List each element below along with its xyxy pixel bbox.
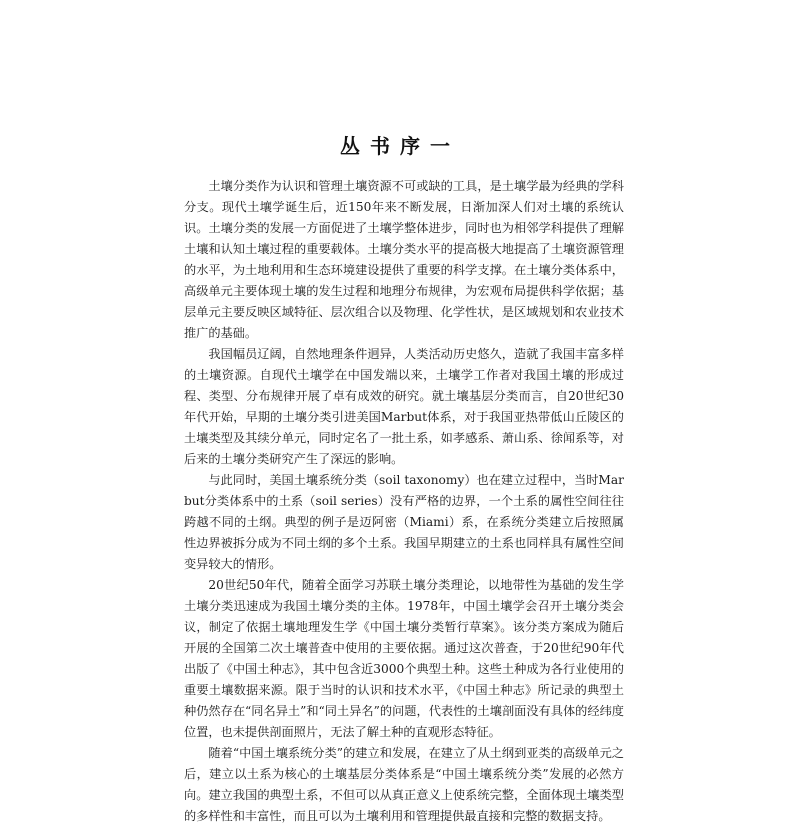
body-text — [184, 176, 624, 827]
paragraph: 与此同时，美国土壤系统分类（soil taxonomy）也在建立过程中，当时Marbut分类体系中的土系（soil series）没有严格的边界，一个土系的属性空间往往跨越不同的土纲。典型的例子是迈阿密（Miami）系，在系统分类建立后按照属性边界被拆分成为不同土纲的多个土系。我国早期建立的土系也同样具有属性空间变异较大的情形。 — [184, 473, 624, 571]
paragraph: 我国幅员辽阔，自然地理条件迥异，人类活动历史悠久，造就了我国丰富多样的土壤资源。自现代土壤学在中国发端以来，土壤学工作者对我国土壤的形成过程、类型、分布规律开展了卓有成效的研究。就土壤基层分类而言，自20世纪30年代开始，早期的土壤分类引进美国Marbut体系，对于我国亚热带低山丘陵区的土壤类型及其续分单元，同时定名了一批土系，如孝感系、萧山系、徐闻系等，对后来的土壤分类研究产生了深远的影响。 — [184, 347, 624, 466]
paragraph: 随着“中国土壤系统分类”的建立和发展，在建立了从土纲到亚类的高级单元之后，建立以土系为核心的土壤基层分类体系是“中国土壤系统分类”发展的必然方向。建立我国的典型土系，不但可以从真正意义上使系统完整，全面体现土壤类型的多样性和丰富性，而且可以为土壤利用和管理提供最直接和完整的数据支持。 — [184, 746, 624, 823]
paragraph: 20世纪50年代，随着全面学习苏联土壤分类理论，以地带性为基础的发生学土壤分类迅速成为我国土壤分类的主体。1978年，中国土壤学会召开土壤分类会议，制定了依据土壤地理发生学《中国土壤分类暂行草案》。该分类方案成为随后开展的全国第二次土壤普查中使用的主要依据。通过这次普查，于20世纪90年代出版了《中国土种志》，其中包含近3000个典型土种。这些土种成为各行业使用的重要土壤数据来源。限于当时的认识和技术水平，《中国土种志》所记录的典型土种仍然存在“同名异土”和“同土异名”的问题，代表性的土壤剖面没有具体的经纬度位置，也未提供剖面照片，无法了解土种的直观形态特征。 — [184, 578, 624, 739]
paragraph: 土壤分类作为认识和管理土壤资源不可或缺的工具，是土壤学最为经典的学科分支。现代土壤学诞生后，近150年来不断发展，日渐加深人们对土壤的系统认识。土壤分类的发展一方面促进了土壤学整体进步，同时也为相邻学科提供了理解土壤和认知土壤过程的重要载体。土壤分类水平的提高极大地提高了土壤资源管理的水平，为土地利用和生态环境建设提供了重要的科学支撑。在土壤分类体系中，高级单元主要体现土壤的发生过程和地理分布规律，为宏观布局提供科学依据；基层单元主要反映区域特征、层次组合以及物理、化学性状，是区域规划和农业技术推广的基础。 — [184, 179, 624, 340]
page-title: 丛书序一 — [340, 134, 460, 158]
